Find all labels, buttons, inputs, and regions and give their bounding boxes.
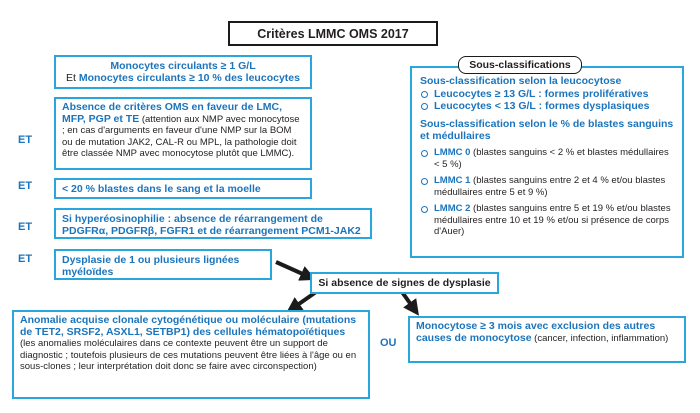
arrow-si-absence-to-anomalie bbox=[296, 292, 316, 306]
si-absence-box: Si absence de signes de dysplasie bbox=[310, 272, 499, 294]
criterion-monocytes-line2: Et Monocytes circulants ≥ 10 % des leucocytes bbox=[66, 72, 300, 84]
sous-classification-leucocytose-title: Sous-classification selon la leucocytose bbox=[420, 75, 622, 87]
sous-classification-blastes-title: Sous-classification selon le % de blastes sanguins et médullaires bbox=[420, 118, 674, 142]
criterion-blastes: < 20 % blastes dans le sang et la moelle bbox=[54, 178, 312, 199]
monocytose-box: Monocytose ≥ 3 mois avec exclusion des autres causes de monocytose (cancer, infection, inflammation) bbox=[408, 316, 686, 363]
et-label-3: ET bbox=[18, 221, 33, 233]
sous-classifications-header: Sous-classifications bbox=[458, 56, 582, 74]
lmmc-item: LMMC 0 (blastes sanguins < 2 % et blastes médullaires < 5 %) bbox=[420, 147, 674, 170]
leucocytose-item: Leucocytes ≥ 13 G/L : formes prolifératives bbox=[420, 88, 674, 100]
criterion-hypereosinophilie: Si hyperéosinophilie : absence de réarrangement de PDGFRα, PDGFRβ, FGFR1 et de réarrangement PCM1-JAK2 bbox=[54, 208, 372, 239]
lmmc-list bbox=[420, 147, 674, 238]
lmmc-item: LMMC 1 (blastes sanguins entre 2 et 4 % et/ou blastes médullaires entre 5 et 9 %) bbox=[420, 175, 674, 198]
sous-classifications-panel bbox=[410, 66, 684, 258]
ou-label: OU bbox=[380, 337, 397, 349]
criterion-monocytes-line1: Monocytes circulants ≥ 1 G/L bbox=[110, 60, 256, 72]
leucocytose-list bbox=[420, 88, 674, 112]
et-label-2: ET bbox=[18, 180, 33, 192]
criterion-absence-criteres: Absence de critères OMS en faveur de LMC, MFP, PGP et TE (attention aux NMP avec monocytose ; en cas d'arguments en faveur d'une NMP sur la BOM ou de mutation JAK2, CAL-R ou MPL, la pathologie doit être classée NMP avec monocytose plutôt que LMMC). bbox=[54, 97, 312, 170]
title: Critères LMMC OMS 2017 bbox=[257, 26, 409, 41]
title-box bbox=[228, 21, 438, 46]
anomalie-box: Anomalie acquise clonale cytogénétique ou moléculaire (mutations de TET2, SRSF2, ASXL1, SETBP1) des cellules hématopoïétiques (les anomalies moléculaires dans ce contexte peuvent être un support de diagnostic ; toutefois plusieurs de ces mutations peuvent être liées à l'âge ou en sous-clones ; leur interprétation doit donc se faire avec circonspection) bbox=[12, 310, 370, 399]
arrow-si-absence-to-monocytose bbox=[402, 292, 412, 306]
et-label-1: ET bbox=[18, 134, 33, 146]
arrow-dysplasie-to-si-absence bbox=[276, 262, 305, 275]
et-label-4: ET bbox=[18, 253, 33, 265]
leucocytose-item: Leucocytes < 13 G/L : formes dysplasiques bbox=[420, 100, 674, 112]
lmmc-item: LMMC 2 (blastes sanguins entre 5 et 19 % et/ou blastes médullaires entre 10 et 19 % et/ou si présence de corps d'Auer) bbox=[420, 203, 674, 238]
criterion-dysplasie: Dysplasie de 1 ou plusieurs lignées myéloïdes bbox=[54, 249, 272, 280]
criterion-monocytes bbox=[54, 55, 312, 89]
